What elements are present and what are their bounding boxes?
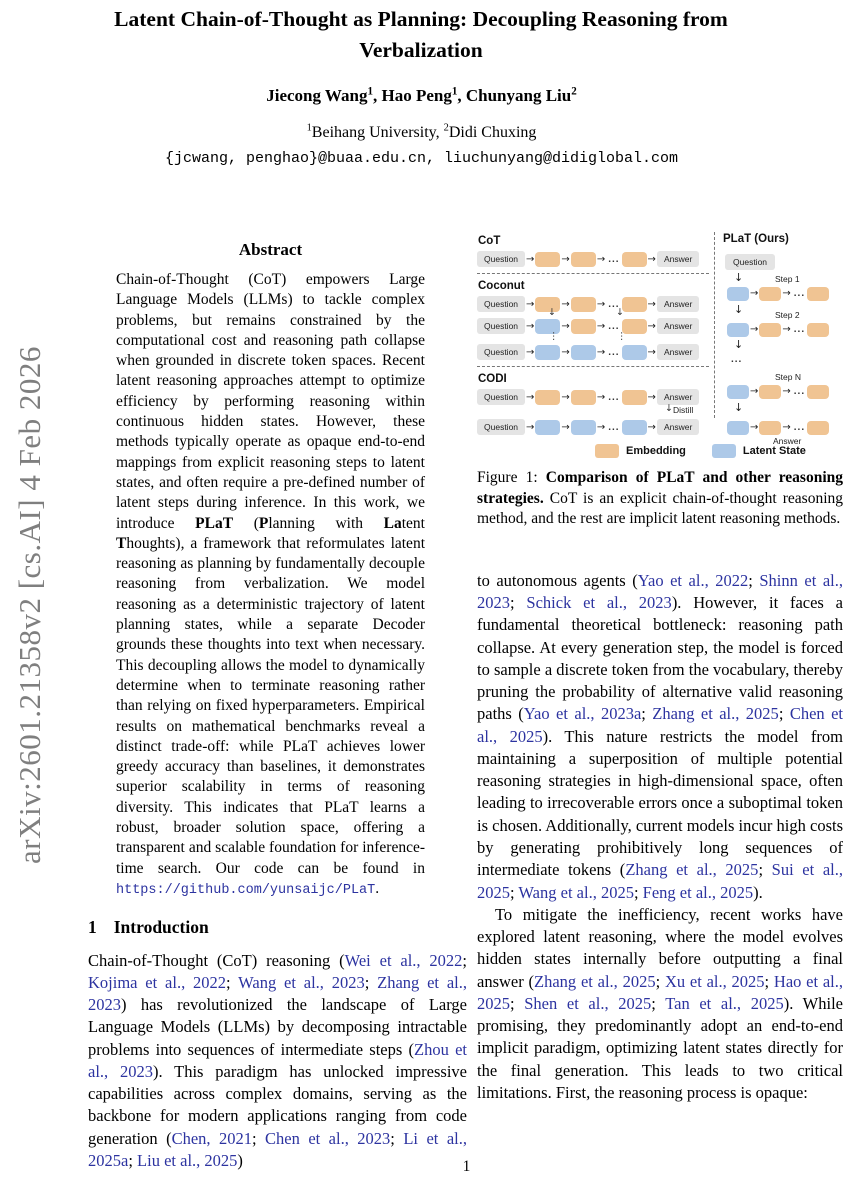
body-paragraph-2 <box>477 904 843 1104</box>
embedding-box <box>759 287 781 301</box>
embedding-box <box>622 252 647 267</box>
figure-section-coconut <box>477 277 709 367</box>
citation-link[interactable]: Wang et al., 2023 <box>238 972 365 992</box>
embedding-box <box>571 319 596 334</box>
text-segment: ; <box>226 972 239 992</box>
latent-state-box <box>727 287 749 301</box>
question-box: Question <box>477 419 525 435</box>
embedding-box <box>622 390 647 405</box>
arrow-right-icon: → <box>782 422 791 433</box>
arrow-right-icon: → <box>596 320 606 332</box>
text-segment: ; <box>510 882 519 902</box>
panel-divider <box>714 232 715 418</box>
section-number: 1 <box>88 916 97 937</box>
ellipsis: ... <box>608 253 620 265</box>
answer-box: Answer <box>657 318 699 334</box>
arrow-right-icon: → <box>647 421 656 433</box>
affiliations-line <box>0 124 843 142</box>
emails-line: {jcwang, penghao}@buaa.edu.cn, liuchunyang@didiglobal.com <box>164 150 679 167</box>
text-segment: ; <box>510 593 527 613</box>
embedding-box <box>622 297 647 312</box>
text-segment: ). <box>753 882 763 902</box>
arrow-right-icon: → <box>596 391 606 403</box>
figure-section-plat <box>723 232 839 452</box>
latent-state-box <box>622 345 647 360</box>
latent-state-legend-label: Latent State <box>742 445 806 457</box>
embedding-box <box>807 421 829 435</box>
text-segment: 2 <box>443 122 449 134</box>
text-segment: ) has revolutionized the landscape of Large Language Models (LLMs) by decomposing intractable problems into sequences of intermediate steps ( <box>88 995 467 1059</box>
text-segment: Didi Chuxing <box>448 124 537 141</box>
figure-legend <box>595 444 806 458</box>
authors-line <box>0 86 843 106</box>
embedding-box <box>571 297 596 312</box>
text-segment: 1 <box>367 85 373 98</box>
embedding-box <box>807 287 829 301</box>
text-segment: PLaT <box>195 514 234 532</box>
text-segment: ; <box>128 1150 138 1170</box>
citation-link[interactable]: Kojima et al., 2022 <box>88 972 227 992</box>
arrow-right-icon: → <box>526 253 535 265</box>
text-segment: ; <box>641 704 653 724</box>
body-paragraph-1 <box>477 570 843 904</box>
text-segment: To mitigate the inefficiency, recent works have explored latent reasoning, where the model evolves hidden states internally before outputting a final answer ( <box>477 904 843 991</box>
text-segment: Jiecong Wang <box>266 86 368 105</box>
embedding-box <box>759 385 781 399</box>
text-segment: Figure 1: <box>477 469 546 486</box>
ellipsis: ... <box>608 346 620 358</box>
figure-section-codi <box>477 370 709 441</box>
arrow-right-icon: → <box>526 298 535 310</box>
latent-state-box <box>727 421 749 435</box>
down-arrow-icon: ↓ <box>734 338 744 351</box>
plat-row-step1 <box>727 274 829 301</box>
text-segment: ; <box>651 993 666 1013</box>
coconut-rows <box>477 296 709 360</box>
left-column <box>88 234 467 1172</box>
citation-link[interactable]: Zhang et al., 2025 <box>625 860 759 880</box>
citation-link[interactable]: Zhang et al., 2025 <box>652 704 779 724</box>
text-segment: Comparison of PLaT and other reasoning strategies. <box>477 469 843 507</box>
embedding-box <box>759 323 781 337</box>
ellipsis: ... <box>793 422 806 433</box>
arxiv-watermark: arXiv:2601.21358v2 [cs.AI] 4 Feb 2026 <box>12 346 47 864</box>
citation-link[interactable]: Hao et al., 2025 <box>477 971 843 1013</box>
citation-link[interactable]: Wang et al., 2025 <box>518 882 634 902</box>
embedding-box <box>571 252 596 267</box>
text-segment: 1 <box>306 122 312 134</box>
arrow-right-icon: → <box>561 298 570 310</box>
text-segment: ; <box>758 860 772 880</box>
text-segment: ; <box>364 972 378 992</box>
vertical-dots-icon: ⋮ <box>617 331 627 342</box>
latent-state-box <box>571 420 596 435</box>
figure-row <box>477 419 709 435</box>
plat-row-answer <box>727 420 829 446</box>
figure-row <box>477 296 709 312</box>
down-arrow-icon: ↓ <box>616 307 624 318</box>
text-segment: ; <box>764 971 774 991</box>
codi-label: CODI <box>478 373 507 385</box>
arrow-right-icon: → <box>647 320 656 332</box>
figure-row <box>477 389 709 405</box>
text-segment: , Hao Peng <box>372 86 452 105</box>
ellipsis: ... <box>793 288 806 299</box>
citation-link[interactable]: Chen, 2021 <box>171 1128 252 1148</box>
latent-state-box <box>727 385 749 399</box>
citation-link[interactable]: Shinn et al., 2023 <box>477 570 843 613</box>
text-segment: ). However, it faces a fundamental theoretical bottleneck: reasoning path collapse. At every generation step, the model is forced to sample a discrete token from the vocabulary, thereby pruning the probability of alternative valid reasoning paths ( <box>477 593 843 724</box>
text-segment: ; <box>390 1128 404 1148</box>
down-arrow-icon: ↓ <box>734 271 744 284</box>
embedding-box <box>535 252 560 267</box>
arrow-right-icon: → <box>596 346 606 358</box>
section-title: Introduction <box>113 916 209 937</box>
arrow-right-icon: → <box>647 253 656 265</box>
cot-label: CoT <box>478 235 501 247</box>
text-segment: ; <box>252 1128 266 1148</box>
embedding-box <box>759 421 781 435</box>
arrow-right-icon: → <box>782 288 791 299</box>
arrow-right-icon: → <box>561 421 570 433</box>
arrow-right-icon: → <box>647 346 656 358</box>
arrow-right-icon: → <box>561 346 570 358</box>
ellipsis: ... <box>731 354 743 365</box>
text-segment: Chain-of-Thought (CoT) reasoning ( <box>88 950 345 970</box>
text-segment: houghts), a framework that reformulates latent reasoning as planning by fundamentally decouple reasoning from verbalization. We model reasoning as a deterministic trajectory of latent planning states, while a separate Decoder grounds these thoughts into text when necessary. This decoupling allows the model to dynamically determine when to terminate reasoning rather than relying on fixed hyperparameters. Empirical results on mathematical benchmarks reveal a distinct trade-off: while PLaT achieves lower greedy accuracy than baselines, it demonstrates superior scalability in terms of reasoning diversity. This indicates that PLaT learns a robust, broader solution space, offering a transparent and scalable foundation for inference-time search. Our code can be found in <box>116 534 425 877</box>
text-segment: ). While promising, they predominantly adopt an end-to-end implicit paradigm, optimizing latent states directly for the final generation. This leads to two critical limitations. First, the reasoning process is opaque: <box>477 993 843 1102</box>
plat-label: PLaT (Ours) <box>723 233 789 245</box>
plat-row-stepN <box>727 372 829 399</box>
figure-row <box>477 344 709 360</box>
citation-link[interactable]: Zhou et al., 2023 <box>88 1039 467 1081</box>
figure-row <box>477 251 709 267</box>
step1-label: Step 1 <box>775 274 800 284</box>
intro-paragraph <box>88 950 467 1173</box>
arrow-right-icon: → <box>782 324 791 335</box>
text-segment: ; <box>748 570 760 590</box>
embedding-swatch <box>595 444 619 458</box>
arrow-right-icon: → <box>526 346 535 358</box>
coconut-label: Coconut <box>478 280 525 292</box>
citation-link[interactable]: Liu et al., 2025 <box>137 1150 238 1170</box>
text-segment: Beihang University, <box>311 124 444 141</box>
question-box: Question <box>477 251 525 267</box>
citation-link[interactable]: Zhang et al., 2025 <box>534 971 656 991</box>
text-segment: ; <box>510 993 525 1013</box>
citation-link[interactable]: Li et al., 2025a <box>88 1128 467 1170</box>
down-arrow-icon: ↓ <box>734 401 744 414</box>
citation-link[interactable]: Chen et al., 2025 <box>477 704 843 746</box>
down-arrow-icon: ↓ <box>665 403 673 414</box>
citation-link[interactable]: Sui et al., 2025 <box>477 860 843 902</box>
citation-link[interactable]: Tan et al., 2025 <box>665 993 784 1013</box>
text-segment: , Chunyang Liu <box>457 86 572 105</box>
latent-state-box <box>727 323 749 337</box>
stepN-label: Step N <box>775 372 801 382</box>
text-segment: Chain-of-Thought (CoT) empowers Large Language Models (LLMs) to tackle complex problems, but remains constrained by the computational cost and reasoning path collapse when grounded in discrete token spaces. Recent latent reasoning approaches attempt to optimize efficiency by performing reasoning within continuous hidden states. However, these methods typically operate as opaque end-to-end mappings from explicit reasoning steps to latent states, and often require a pre-defined number of latent steps during inference. In this work, we introduce <box>116 271 425 532</box>
question-box: Question <box>477 296 525 312</box>
citation-link[interactable]: Yao et al., 2022 <box>637 570 749 590</box>
text-segment: ). This nature restricts the model from maintaining a superposition of multiple potential reasoning strategies in high-dimensional space, often leading to irrecoverable errors once a suboptimal token is chosen. Additionally, current models incur high costs by generating prohibitively long sequences of intermediate tokens ( <box>477 726 843 880</box>
arrow-right-icon: → <box>750 288 759 299</box>
text-segment: to autonomous agents ( <box>477 570 638 590</box>
ellipsis: ... <box>608 298 620 310</box>
abstract-heading: Abstract <box>238 240 303 259</box>
arrow-right-icon: → <box>561 391 570 403</box>
arrow-right-icon: → <box>526 391 535 403</box>
question-box: Question <box>725 254 775 270</box>
ellipsis: ... <box>608 421 620 433</box>
ellipsis: ... <box>608 391 620 403</box>
ellipsis: ... <box>793 386 806 397</box>
arrow-right-icon: → <box>596 298 606 310</box>
text-segment: ( <box>233 514 259 532</box>
plat-row-step2 <box>727 310 829 337</box>
answer-label: Answer <box>773 436 802 446</box>
cot-rows <box>477 251 709 267</box>
text-segment: ) <box>237 1150 243 1170</box>
text-segment: lanning with <box>268 514 384 532</box>
text-segment: P <box>258 514 269 532</box>
question-box: Question <box>477 389 525 405</box>
arrow-right-icon: → <box>750 422 759 433</box>
text-segment: CoT is an explicit chain-of-thought reasoning method, and the rest are implicit latent reasoning methods. <box>477 489 843 528</box>
vertical-dots-icon: ⋮ <box>549 331 559 342</box>
text-segment: La <box>383 514 402 532</box>
step2-label: Step 2 <box>775 310 800 320</box>
question-box: Question <box>477 344 525 360</box>
embedding-box <box>571 390 596 405</box>
citation-link[interactable]: Wei et al., 2022 <box>344 950 463 970</box>
arrow-right-icon: → <box>596 253 606 265</box>
text-segment: 2 <box>571 85 577 98</box>
figure-row <box>477 318 709 334</box>
arrow-right-icon: → <box>647 298 656 310</box>
citation-link[interactable]: Feng et al., 2025 <box>642 882 754 902</box>
text-segment: ; <box>633 882 643 902</box>
ellipsis: ... <box>608 320 620 332</box>
code-url-link[interactable]: https://github.com/yunsaijc/PLaT <box>116 882 376 898</box>
right-column <box>477 232 843 1104</box>
citation-link[interactable]: Yao et al., 2023a <box>523 704 642 724</box>
text-segment: ; <box>778 704 790 724</box>
latent-state-swatch <box>712 444 736 458</box>
citation-link[interactable]: Schick et al., 2023 <box>526 593 672 613</box>
latent-state-box <box>535 420 560 435</box>
embedding-box <box>807 323 829 337</box>
text-segment: ; <box>655 971 665 991</box>
legend-item-embedding <box>595 444 686 458</box>
arrow-right-icon: → <box>561 253 570 265</box>
latent-state-box <box>571 345 596 360</box>
embedding-box <box>535 390 560 405</box>
citation-link[interactable]: Shen et al., 2025 <box>524 993 652 1013</box>
figure-left-panel <box>477 232 709 441</box>
answer-box: Answer <box>657 251 699 267</box>
arrow-right-icon: → <box>596 421 606 433</box>
arrow-right-icon: → <box>782 386 791 397</box>
citation-link[interactable]: Zhang et al., 2023 <box>88 972 467 1015</box>
answer-box: Answer <box>657 389 699 405</box>
embedding-legend-label: Embedding <box>626 445 686 457</box>
down-arrow-icon: ↓ <box>734 303 744 316</box>
text-segment: T <box>116 534 127 552</box>
page-number: 1 <box>462 1158 471 1175</box>
arrow-right-icon: → <box>647 391 656 403</box>
figure-section-cot <box>477 232 709 274</box>
abstract-text <box>116 270 425 900</box>
text-segment: ). This paradigm has unlocked impressive capabilities across complex domains, serving as the backbone for modern applications ranging from code generation ( <box>88 1061 467 1148</box>
answer-box: Answer <box>657 419 699 435</box>
arrow-right-icon: → <box>526 421 535 433</box>
ellipsis: ... <box>793 324 806 335</box>
text-segment: tent <box>401 514 425 532</box>
latent-state-box <box>535 345 560 360</box>
text-segment: 1 <box>451 85 458 98</box>
arrow-right-icon: → <box>750 386 759 397</box>
question-box: Question <box>477 318 525 334</box>
figure-1-caption <box>477 468 843 530</box>
answer-box: Answer <box>657 344 699 360</box>
text-segment: . <box>375 879 380 897</box>
down-arrow-icon: ↓ <box>548 307 556 318</box>
section-heading-introduction <box>88 917 467 938</box>
answer-box: Answer <box>657 296 699 312</box>
text-segment: ; <box>462 950 467 970</box>
figure-1-diagram <box>477 232 843 462</box>
arrow-right-icon: → <box>750 324 759 335</box>
legend-item-latent-state <box>712 444 806 458</box>
latent-state-box <box>622 420 647 435</box>
embedding-box <box>807 385 829 399</box>
citation-link[interactable]: Chen et al., 2023 <box>265 1128 391 1148</box>
paper-title: Latent Chain-of-Thought as Planning: Decoupling Reasoning from Verbalization <box>114 7 728 63</box>
arrow-right-icon: → <box>526 320 535 332</box>
distill-label: Distill <box>673 405 694 415</box>
arrow-right-icon: → <box>561 320 570 332</box>
citation-link[interactable]: Xu et al., 2025 <box>664 971 765 991</box>
